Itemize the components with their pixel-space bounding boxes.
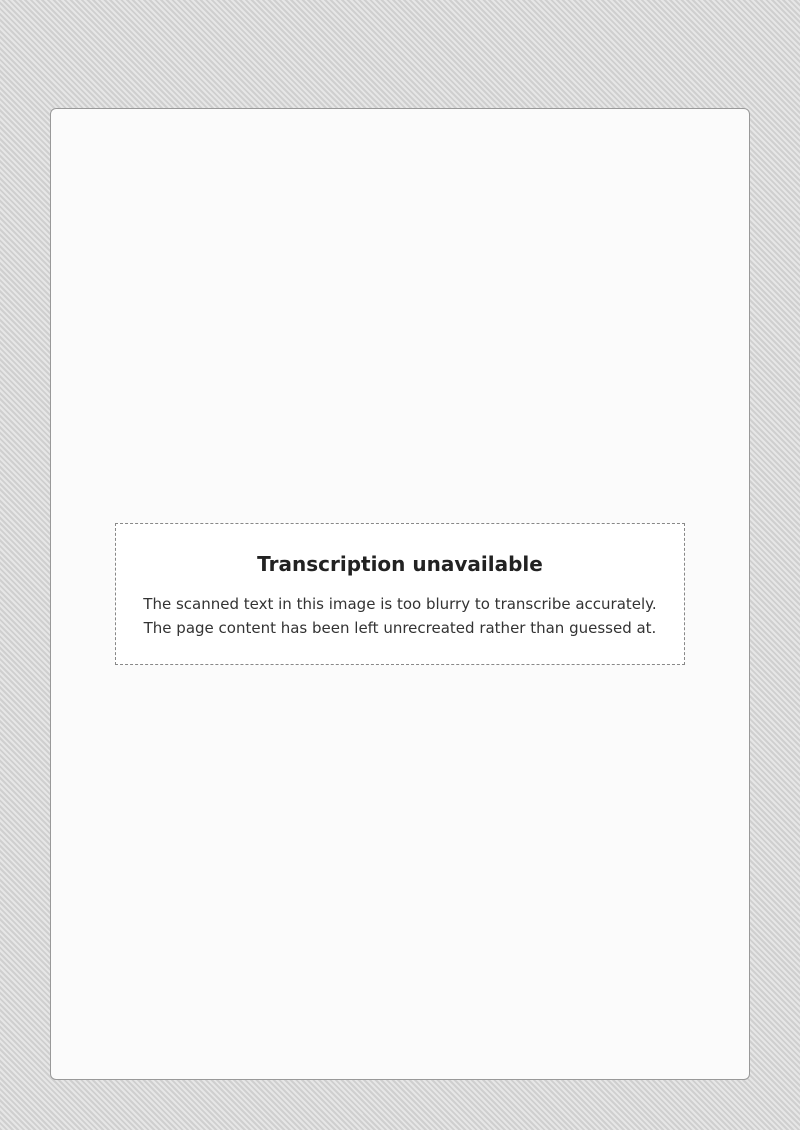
document-page bbox=[50, 108, 750, 1080]
notice-title: Transcription unavailable bbox=[257, 552, 543, 576]
notice-message: The scanned text in this image is too blurry to transcribe accurately. The page content has been left unrecreated rather than guessed at. bbox=[143, 595, 657, 637]
transcription-notice bbox=[115, 523, 685, 665]
